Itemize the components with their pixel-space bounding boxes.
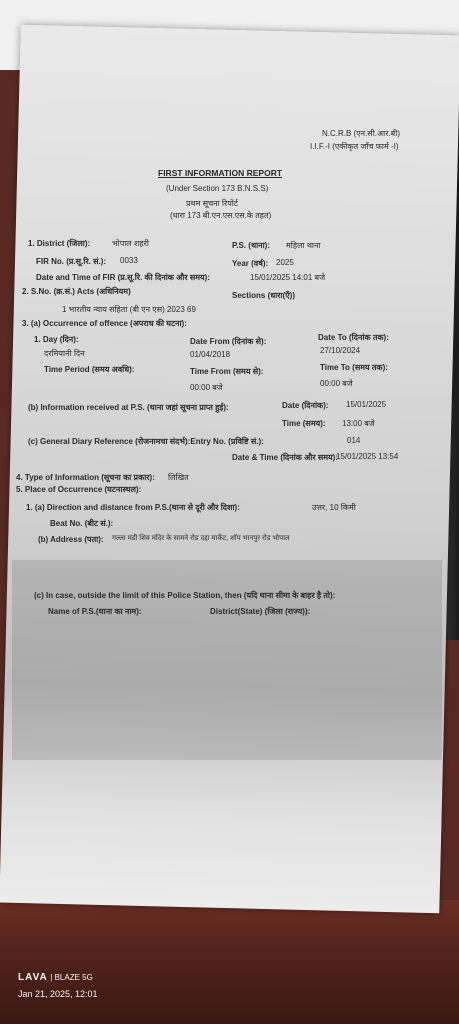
info-time-label: Time (समय): xyxy=(282,419,326,428)
time-period-label: Time Period (समय अवधि): xyxy=(44,365,135,374)
beat-label: Beat No. (बीट सं.): xyxy=(50,519,114,528)
under-section: (Under Section 173 B.N.S.S) xyxy=(166,184,269,193)
sections-label: Sections (धारा(एँ)) xyxy=(232,291,295,300)
date-from-value: 01/04/2018 xyxy=(190,350,231,359)
time-from-value: 00:00 बजे xyxy=(190,383,223,392)
info-received-label: (b) Information received at P.S. (थाना जहां सूचना प्राप्त हुई): xyxy=(28,403,229,412)
address-label: (b) Address (पता): xyxy=(38,535,104,544)
section-hindi: (धारा 173 बी.एन.एस.एस.के तहत) xyxy=(170,211,272,220)
ps-label: P.S. (थाना): xyxy=(232,241,270,250)
camera-brand: LAVA xyxy=(18,972,48,983)
day-value: दरमियानी दिन xyxy=(44,349,85,358)
act-row: 1 भारतीय न्याय संहिता (बी एन एस) 2023 69 xyxy=(62,305,196,314)
year-value: 2025 xyxy=(276,258,294,267)
document-title-hindi: प्रथम सूचना रिपोर्ट xyxy=(186,199,238,208)
direction-value: उत्तर, 10 किमी xyxy=(312,503,356,512)
camera-watermark xyxy=(18,972,98,999)
ps-value: महिला थाना xyxy=(286,241,321,250)
date-to-label: Date To (दिनांक तक): xyxy=(318,333,389,342)
datetime-label: Date and Time of FIR (प्र.सू.रि. की दिनांक और समय): xyxy=(36,273,210,282)
direction-label: 1. (a) Direction and distance from P.S.(थाना से दूरी और दिशा): xyxy=(26,503,240,512)
camera-model: | BLAZE 5G xyxy=(50,973,93,982)
fir-value: 0033 xyxy=(120,256,138,265)
info-date-value: 15/01/2025 xyxy=(346,400,387,409)
form-label: I.I.F.-I (एकीकृत जाँच फार्म -I) xyxy=(310,142,399,151)
info-date-label: Date (दिनांक): xyxy=(282,401,329,410)
datetime-value: 15/01/2025 14:01 बजे xyxy=(250,273,326,282)
acts-label: 2. S.No. (क्र.सं.) Acts (अधिनियम) xyxy=(22,287,131,296)
place-occurrence-label: 5. Place of Occurrence (घटनास्थल): xyxy=(16,485,142,494)
district-value: भोपाल शहरी xyxy=(112,239,149,248)
gd-datetime-label: Date & Time (दिनांक और समय): xyxy=(232,453,339,462)
type-info-label: 4. Type of Information (सूचना का प्रकार): xyxy=(16,473,155,482)
date-to-value: 27/10/2024 xyxy=(320,346,361,355)
day-label: 1. Day (दिन): xyxy=(34,335,79,344)
gd-datetime-value: 15/01/2025 13:54 xyxy=(336,452,399,461)
date-from-label: Date From (दिनांक से): xyxy=(190,337,267,346)
time-from-label: Time From (समय से): xyxy=(190,367,264,376)
occurrence-label: 3. (a) Occurrence of offence (अपराध की घटना): xyxy=(22,319,187,328)
table-surface xyxy=(0,900,459,1024)
photo-timestamp: Jan 21, 2025, 12:01 xyxy=(18,989,98,999)
address-value: गल्ला मंडी शिव मंदिर के सामने रोड दद्दा मार्केट, शॉप भानपुर रोड भोपाल xyxy=(112,535,290,542)
ps-name-label: Name of P.S.(थाना का नाम): xyxy=(48,607,142,616)
document-title: FIRST INFORMATION REPORT xyxy=(158,168,283,178)
general-diary-value: 014 xyxy=(347,436,361,445)
ncrb-label: N.C.R.B (एन.सी.आर.बी) xyxy=(322,129,400,138)
info-time-value: 13:00 बजे xyxy=(342,419,375,428)
fir-label: FIR No. (प्र.सू.रि. सं.): xyxy=(36,257,107,266)
year-label: Year (वर्ष): xyxy=(232,259,269,268)
district-state-label: District(State) (जिला (राज्य)): xyxy=(210,607,311,616)
district-label: 1. District (जिला): xyxy=(28,239,91,248)
outside-limit-label: (c) In case, outside the limit of this Police Station, then (यदि थाना सीमा के बाहर है तो): xyxy=(34,591,336,600)
time-to-value: 00:00 बजे xyxy=(320,379,353,388)
time-to-label: Time To (समय तक): xyxy=(320,363,388,372)
type-info-value: लिखित xyxy=(168,473,189,482)
general-diary-label: (c) General Diary Reference (रोजनामचा संदर्भ):Entry No. (प्रविष्टि सं.): xyxy=(28,437,264,446)
